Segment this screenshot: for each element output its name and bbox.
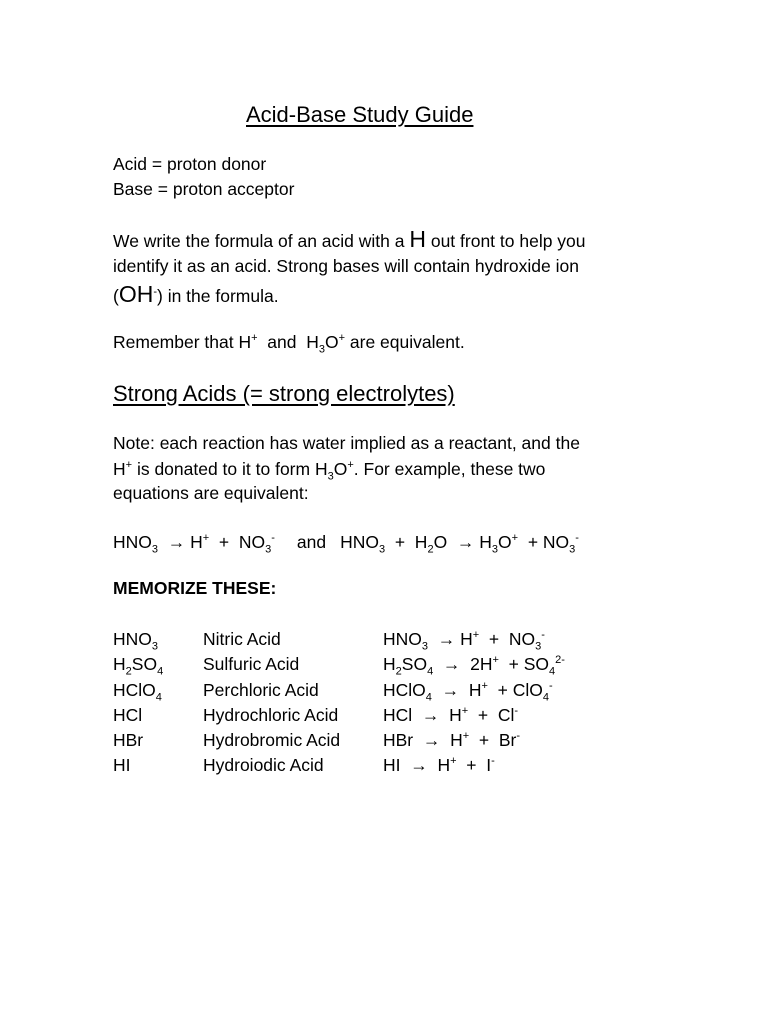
note-line-2: H+ is donated to it to form $H_3O^+$. For example, these two xyxy=(113,458,546,483)
page-title: Acid-Base Study Guide xyxy=(246,102,474,127)
acid-formula: HI xyxy=(113,755,131,775)
example-equation xyxy=(113,533,579,555)
acid-formula: HBr xyxy=(113,730,144,750)
acid-name: Sulfuric Acid xyxy=(203,654,300,674)
acid-name: Perchloric Acid xyxy=(203,680,319,700)
acid-name: Nitric Acid xyxy=(203,629,281,649)
acid-name: Hydroiodic Acid xyxy=(203,755,324,775)
acid-name: Hydrochloric Acid xyxy=(203,705,339,725)
base-definition: Base = proton acceptor xyxy=(113,179,295,199)
acid-reaction: HClO$_4$ → H+ + ClO$_4$- xyxy=(383,680,553,704)
memorize-heading: MEMORIZE THESE: xyxy=(113,578,277,598)
acid-reaction: HBr → H+ + Br- xyxy=(383,730,521,750)
intro-line-3: (OH-) in the formula. xyxy=(113,281,279,307)
acid-formula: $H_2SO_4$ xyxy=(113,654,164,678)
strong-acids-heading: Strong Acids (= strong electrolytes) xyxy=(113,381,455,406)
note-line-3: equations are equivalent: xyxy=(113,483,309,503)
acid-reaction: HI → H+ + I- xyxy=(383,755,495,775)
intro-line-1: We write the formula of an acid with a H out front to help you xyxy=(113,226,586,252)
acid-definition: Acid = proton donor xyxy=(113,154,267,174)
acid-reaction: $HNO_3 \to H^+ + NO_3^-$ xyxy=(383,629,545,653)
acid-name: Hydrobromic Acid xyxy=(203,730,341,750)
example-equation-1: $HNO_3 \to H^+ + NO_3^-$ xyxy=(113,531,275,556)
and-connector: and xyxy=(296,531,327,552)
intro-line-2: identify it as an acid. Strong bases will contain hydroxide ion xyxy=(113,256,579,276)
note-line-1: Note: each reaction has water implied as a reactant, and the xyxy=(113,433,580,453)
acid-formula: $HNO_3$ xyxy=(113,629,159,653)
acid-reaction: $H_2SO_4 \to 2H^+ + SO_4^{2-}$ xyxy=(383,654,565,678)
example-equation-2: $HNO_3 + H_2O \to H_3O^+ + NO_3^-$ xyxy=(340,531,579,556)
acid-reaction: HCl → H+ + Cl- xyxy=(383,705,519,725)
acid-formula: HCl xyxy=(113,705,143,725)
remember-line: Remember that H+ and $H_3O^+$ are equivalent. xyxy=(113,331,465,356)
acid-formula: HClO$_4$ xyxy=(113,680,162,704)
